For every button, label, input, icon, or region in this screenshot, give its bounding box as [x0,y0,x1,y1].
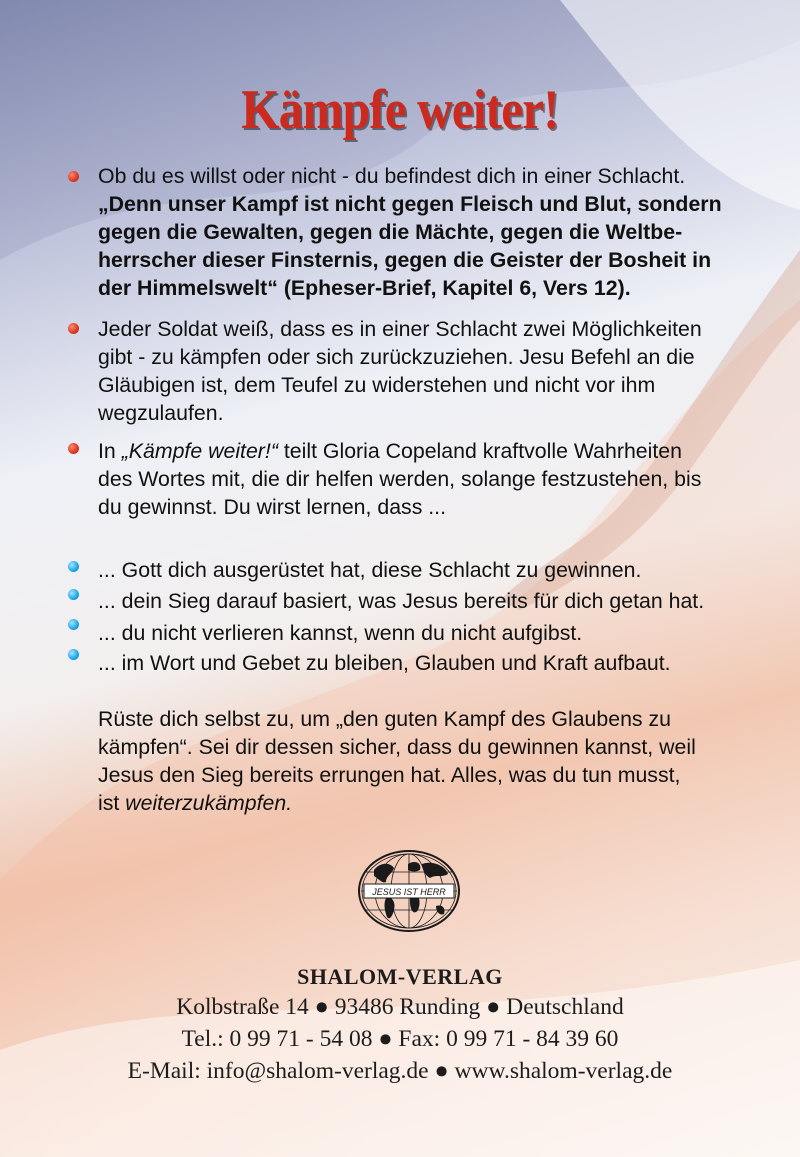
closing-line-3: Jesus den Sieg bereits errungen hat. Alles, was du tun musst, [98,763,681,787]
bullet-1-line-2: „Denn unser Kampf ist nicht gegen Fleisch und Blut, sondern [98,192,722,216]
bullet-1-line-1: Ob du es willst oder nicht - du befindest dich in einer Schlacht. [98,164,686,188]
bullet-3-suffix: teilt Gloria Copeland kraftvolle Wahrheiten [277,439,682,463]
red-bullet-icon [68,171,79,182]
logo-text: JESUS IST HERR [372,887,446,897]
bullet-2-line-1: Jeder Soldat weiß, dass es in einer Schlacht zwei Möglichkeiten [98,317,702,341]
bullet-paragraph-3 [98,437,723,521]
secondary-bullet-4: ... im Wort und Gebet zu bleiben, Glauben und Kraft aufbaut. [98,651,671,675]
closing-last-prefix: ist [98,791,126,815]
bullet-2-line-4: wegzulaufen. [98,401,224,425]
bullet-3-line-1 [98,437,682,465]
blue-bullet-icon [68,649,79,660]
secondary-bullet-1: ... Gott dich ausgerüstet hat, diese Schlacht zu gewinnen. [98,558,642,582]
bullet-paragraph-2 [98,315,723,427]
page-title: Kämpfe weiter! [241,79,559,141]
blue-bullet-icon [68,589,79,600]
closing-paragraph [98,705,723,817]
publisher-name: SHALOM-VERLAG [297,964,503,989]
blue-bullet-icon [68,619,79,630]
publisher-address: Kolbstraße 14 ● 93486 Runding ● Deutschland [176,994,624,1020]
closing-line-2: kämpfen“. Sei dir dessen sicher, dass du gewinnen kannst, weil [98,735,696,759]
blue-bullet-icon [68,561,79,572]
bullet-3-prefix: In [98,439,122,463]
closing-line-1: Rüste dich selbst zu, um „den guten Kampf des Glaubens zu [98,707,671,731]
bullet-2-line-3: Gläubigen ist, dem Teufel zu widerstehen und nicht vor ihm [98,373,656,397]
bullet-1-line-3: gegen die Gewalten, gegen die Mächte, gegen die Weltbe- [98,220,683,244]
globe-icon [356,848,462,934]
bullet-1-line-5: der Himmelswelt“ (Epheser-Brief, Kapitel 6, Vers 12). [98,276,631,300]
secondary-bullet-3: ... du nicht verlieren kannst, wenn du nicht aufgibst. [98,621,583,645]
bullet-3-line-3: du gewinnst. Du wirst lernen, dass ... [98,495,447,519]
publisher-phone: Tel.: 0 99 71 - 54 08 ● Fax: 0 99 71 - 84 39 60 [181,1026,619,1052]
red-bullet-icon [68,443,79,454]
publisher-contact: E-Mail: info@shalom-verlag.de ● www.shalom-verlag.de [127,1058,673,1084]
bullet-3-line-2: des Wortes mit, die dir helfen werden, solange festzustehen, bis [98,467,702,491]
bullet-paragraph-1 [98,162,723,302]
book-title-reference: „Kämpfe weiter!“ [121,439,278,463]
bullet-2-line-2: gibt - zu kämpfen oder sich zurückzuziehen. Jesu Befehl an die [98,345,695,369]
red-bullet-icon [68,323,79,334]
closing-emphasis: weiterzukämpfen. [125,791,293,815]
closing-line-4 [98,789,292,817]
bullet-1-line-4: herrscher dieser Finsternis, gegen die Geister der Bosheit in [98,248,712,272]
secondary-bullet-2: ... dein Sieg darauf basiert, was Jesus bereits für dich getan hat. [98,589,705,613]
